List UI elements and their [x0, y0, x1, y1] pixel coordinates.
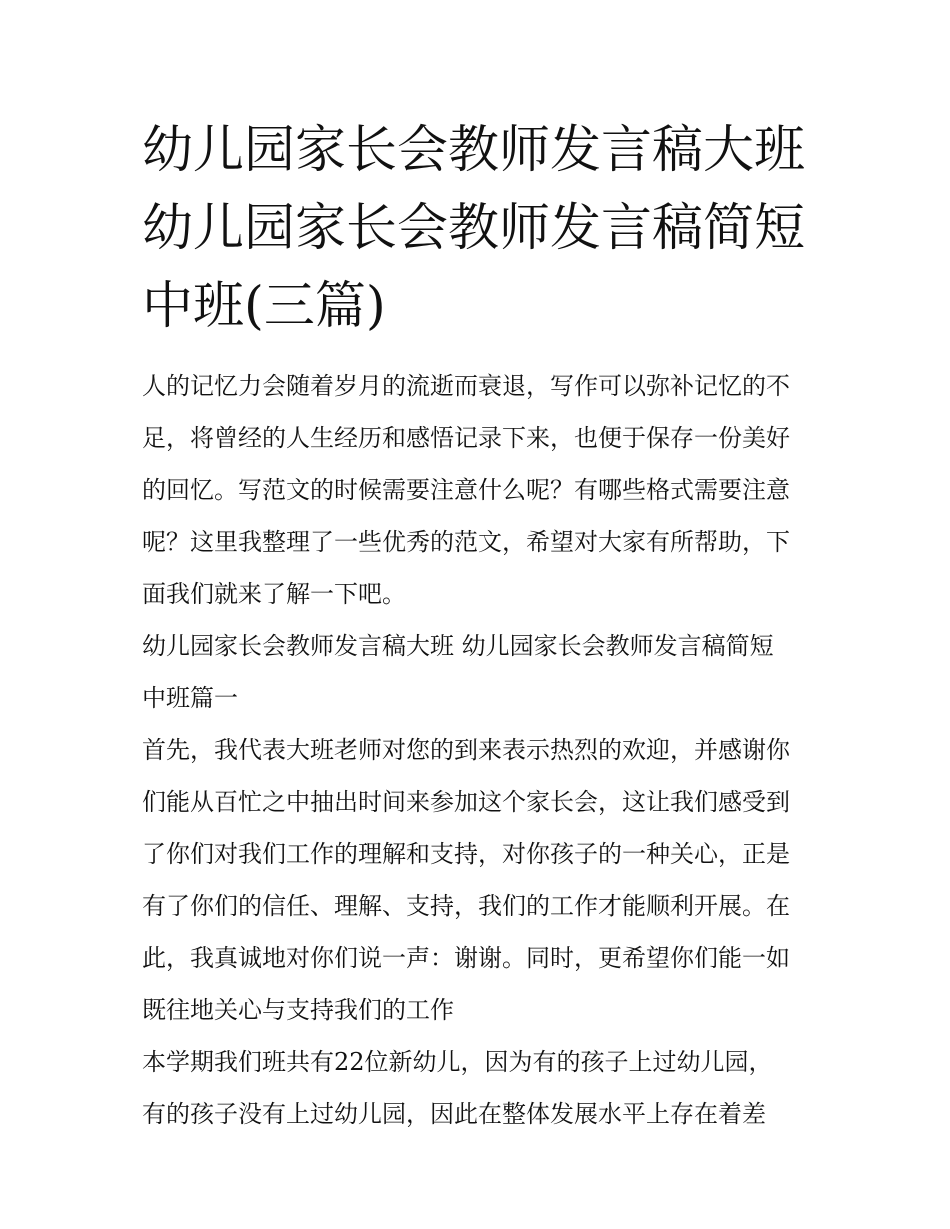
body-paragraph-1 [142, 724, 822, 1036]
text-line: 本学期我们班共有22位新幼儿，因为有的孩子上过幼儿园， [142, 1048, 773, 1076]
text-line: 面我们就来了解一下吧。 [142, 580, 406, 608]
text-line: 足，将曾经的人生经历和感悟记录下来，也便于保存一份美好 [142, 424, 790, 452]
text-line: 呢？这里我整理了一些优秀的范文，希望对大家有所帮助，下 [142, 528, 790, 556]
document-body [142, 360, 822, 1140]
text-line: 此，我真诚地对你们说一声：谢谢。同时，更希望你们能一如 [142, 944, 790, 972]
text-line: 们能从百忙之中抽出时间来参加这个家长会，这让我们感受到 [142, 788, 790, 816]
text-line: 人的记忆力会随着岁月的流逝而衰退，写作可以弥补记忆的不 [142, 372, 790, 400]
text-line: 既往地关心与支持我们的工作 [142, 996, 454, 1024]
text-line: 中班篇一 [142, 684, 238, 712]
text-line: 幼儿园家长会教师发言稿大班 幼儿园家长会教师发言稿简短 [142, 632, 774, 660]
document-title [142, 112, 822, 346]
text-line: 首先，我代表大班老师对您的到来表示热烈的欢迎，并感谢你 [142, 736, 790, 764]
text-line: 了你们对我们工作的理解和支持，对你孩子的一种关心，正是 [142, 840, 790, 868]
title-line: 幼儿园家长会教师发言稿简短 [142, 199, 806, 258]
section-heading [142, 620, 822, 724]
intro-paragraph [142, 360, 822, 620]
text-line: 的回忆。写范文的时候需要注意什么呢？有哪些格式需要注意 [142, 476, 790, 504]
title-line: 幼儿园家长会教师发言稿大班 [142, 121, 806, 180]
title-line: 中班(三篇) [142, 277, 386, 336]
body-paragraph-2 [142, 1036, 822, 1140]
text-line: 有的孩子没有上过幼儿园，因此在整体发展水平上存在着差 [142, 1100, 766, 1128]
text-line: 有了你们的信任、理解、支持，我们的工作才能顺利开展。在 [142, 892, 790, 920]
